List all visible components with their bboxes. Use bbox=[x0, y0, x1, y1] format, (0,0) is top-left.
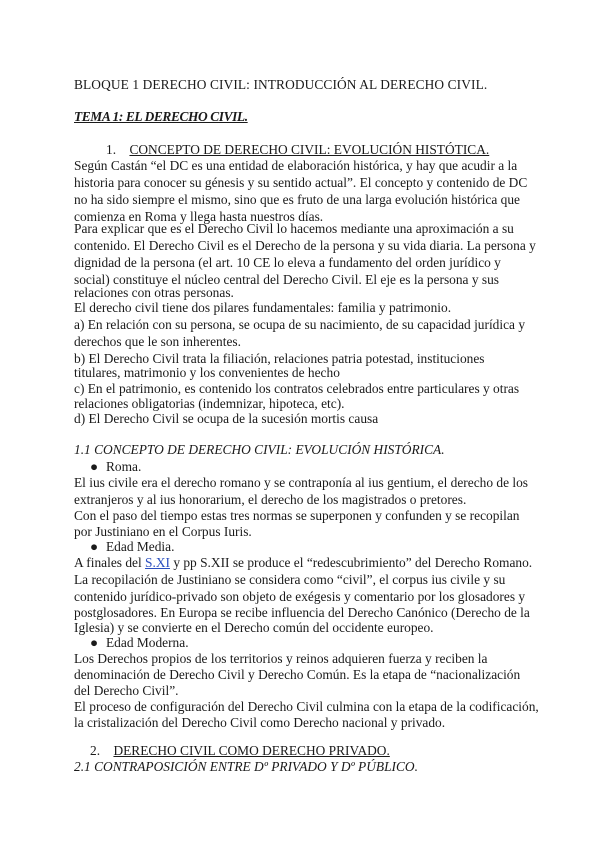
paragraph-line bbox=[74, 554, 532, 571]
paragraph-line: contenido jurídico-privado son objeto de exégesis y comentario por los glosadores y bbox=[74, 589, 526, 604]
paragraph-line: El ius civile era el derecho romano y se contraponía al ius gentium, el derecho de los bbox=[74, 475, 529, 490]
bullet-roma bbox=[90, 458, 141, 475]
list-item: c) En el patrimonio, es contenido los contratos celebrados entre particulares y otras bbox=[74, 381, 520, 396]
list-item: d) El Derecho Civil se ocupa de la sucesión mortis causa bbox=[74, 411, 379, 426]
bullet-label: Edad Media. bbox=[106, 539, 175, 554]
bullet-icon: ● bbox=[90, 459, 99, 474]
paragraph-line: contenido. El Derecho Civil es el Derecho de la persona y su vida diaria. La persona y bbox=[74, 238, 536, 253]
paragraph-line: denominación de Derecho Civil y Derecho Común. Es la etapa de “nacionalización bbox=[74, 667, 521, 682]
list-item: a) En relación con su persona, se ocupa de su nacimiento, de su capacidad jurídica y bbox=[74, 317, 526, 332]
block-heading: BLOQUE 1 DERECHO CIVIL: INTRODUCCIÓN AL DERECHO CIVIL. bbox=[74, 77, 488, 92]
bullet-edad-moderna bbox=[90, 634, 189, 651]
paragraph-line: Según Castán “el DC es una entidad de elaboración histórica, y hay que acudir a la bbox=[74, 158, 518, 173]
subsection-2-1-heading: 2.1 CONTRAPOSICIÓN ENTRE Dº PRIVADO Y Dº PÚBLICO. bbox=[74, 759, 418, 774]
paragraph-line: extranjeros y al ius honorarium, el derecho de los magistrados o pretores. bbox=[74, 492, 467, 507]
paragraph-line: Iglesia) y se convierte en el Derecho común del occidente europeo. bbox=[74, 620, 434, 635]
section-2-number: 2. bbox=[90, 743, 101, 758]
paragraph-line: La recopilación de Justiniano se considera como “civil”, el corpus ius civile y su bbox=[74, 572, 506, 587]
section-1-title: CONCEPTO DE DERECHO CIVIL: EVOLUCIÓN HISTÓTICA. bbox=[129, 142, 490, 157]
bullet-label: Roma. bbox=[106, 459, 142, 474]
topic-heading: TEMA 1: EL DERECHO CIVIL. bbox=[74, 109, 248, 124]
paragraph-line: del Derecho Civil”. bbox=[74, 683, 179, 698]
century-link[interactable]: S.XI bbox=[145, 555, 170, 570]
list-item: b) El Derecho Civil trata la filiación, relaciones patria potestad, instituciones bbox=[74, 351, 485, 366]
section-2-title: DERECHO CIVIL COMO DERECHO PRIVADO. bbox=[113, 743, 390, 758]
paragraph-line: El derecho civil tiene dos pilares fundamentales: familia y patrimonio. bbox=[74, 300, 452, 315]
paragraph-line: dignidad de la persona (el art. 10 CE lo eleva a fundamento del orden jurídico y bbox=[74, 255, 501, 270]
bullet-label: Edad Moderna. bbox=[106, 635, 189, 650]
bullet-icon: ● bbox=[90, 539, 99, 554]
paragraph-line: Para explicar que es el Derecho Civil lo hacemos mediante una aproximación a su bbox=[74, 221, 514, 236]
text-fragment: A finales del bbox=[74, 555, 146, 570]
paragraph-line: la cristalización del Derecho Civil como Derecho nacional y privado. bbox=[74, 715, 446, 730]
section-2-heading bbox=[90, 742, 390, 759]
paragraph-line: no ha sido siempre el mismo, sino que es fruto de una larga evolución histórica que bbox=[74, 192, 521, 207]
list-item: titulares, matrimonio y los convenientes de hecho bbox=[74, 365, 340, 380]
bullet-icon: ● bbox=[90, 635, 99, 650]
bullet-edad-media bbox=[90, 538, 174, 555]
paragraph-line: El proceso de configuración del Derecho Civil culmina con la etapa de la codificación, bbox=[74, 699, 539, 714]
list-item: relaciones obligatorias (indemnizar, hipoteca, etc). bbox=[74, 396, 345, 411]
paragraph-line: comienza en Roma y llega hasta nuestros días. bbox=[74, 209, 324, 224]
paragraph-line: Los Derechos propios de los territorios y reinos adquieren fuerza y reciben la bbox=[74, 651, 488, 666]
paragraph-line: postglosadores. En Europa se recibe influencia del Derecho Canónico (Derecho de la bbox=[74, 605, 530, 620]
paragraph-line: por Justiniano en el Corpus Iuris. bbox=[74, 524, 252, 539]
list-item: derechos que le son inherentes. bbox=[74, 334, 241, 349]
section-1-number: 1. bbox=[106, 142, 117, 157]
section-1-heading bbox=[106, 141, 489, 158]
subsection-1-1-heading: 1.1 CONCEPTO DE DERECHO CIVIL: EVOLUCIÓN HISTÓRICA. bbox=[74, 442, 445, 457]
paragraph-line: relaciones con otras personas. bbox=[74, 285, 234, 300]
paragraph-line: historia para conocer su génesis y su sentido actual”. El concepto y contenido de DC bbox=[74, 175, 528, 190]
paragraph-line: social) constituye el núcleo central del Derecho Civil. El eje es la persona y sus bbox=[74, 272, 500, 287]
paragraph-line: Con el paso del tiempo estas tres normas se superponen y confunden y se recopilan bbox=[74, 508, 520, 523]
text-fragment: y pp S.XII se produce el “redescubrimiento” del Derecho Romano. bbox=[169, 555, 533, 570]
